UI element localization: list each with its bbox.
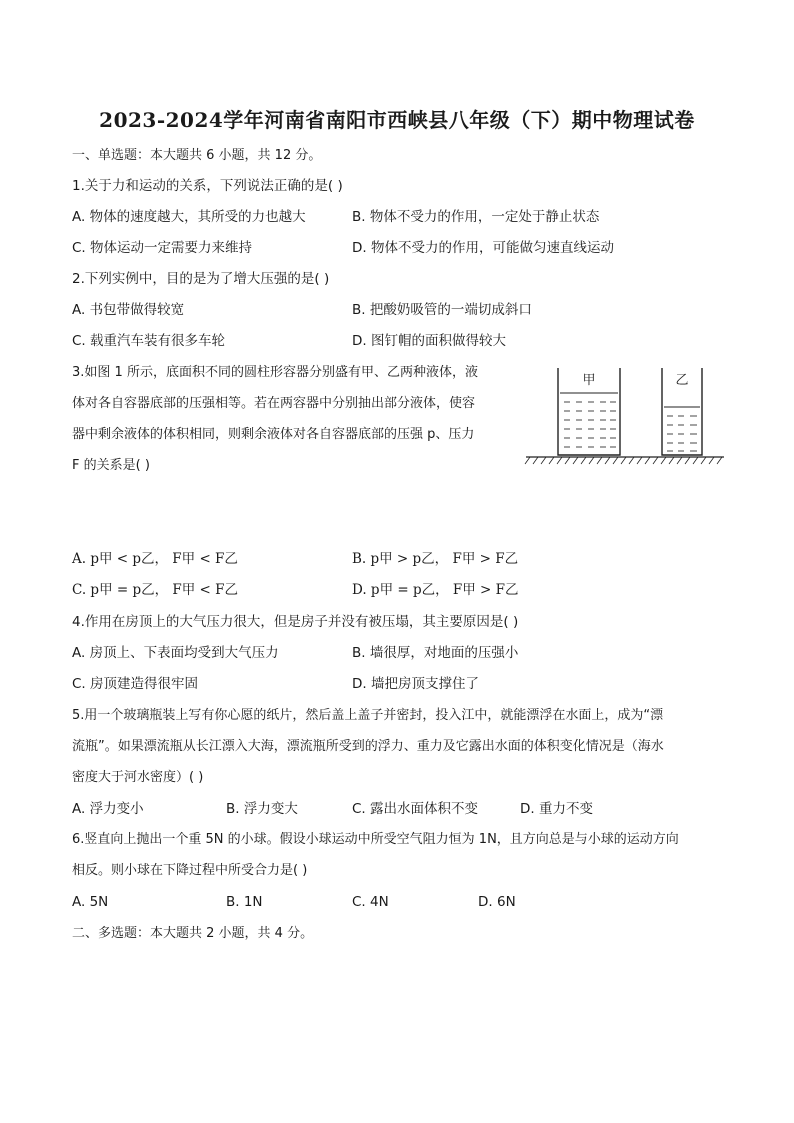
figure-label-jia: 甲: [582, 373, 596, 388]
question-1-option-c: C. 物体运动一定需要力来维持: [72, 240, 253, 256]
question-6-stem-line-1: 6.竖直向上抛出一个重 5N 的小球。假设小球运动中所受空气阻力恒为 1N，且方向总是与小球的运动方向: [72, 832, 679, 847]
question-4-option-d: D. 墙把房顶支撑住了: [352, 676, 479, 692]
question-1-option-a: A. 物体的速度越大，其所受的力也越大: [72, 209, 306, 225]
question-5-option-a: A. 浮力变小: [72, 801, 144, 817]
question-3-stem-line-4: F 的关系是( ): [72, 458, 150, 473]
question-6-stem-line-2: 相反。则小球在下降过程中所受合力是( ): [72, 863, 308, 878]
question-3-stem-line-3: 器中剩余液体的体积相同，则剩余液体对各自容器底部的压强 p、压力: [72, 427, 475, 442]
question-3-stem-line-1: 3.如图 1 所示，底面积不同的圆柱形容器分别盛有甲、乙两种液体，液: [72, 365, 478, 380]
question-3-option-d: D. p甲 = p乙， F甲 > F乙: [352, 582, 519, 598]
question-4-option-a: A. 房顶上、下表面均受到大气压力: [72, 645, 279, 661]
question-5-stem-line-1: 5.用一个玻璃瓶装上写有你心愿的纸片，然后盖上盖子并密封，投入江中，就能漂浮在水面上，成为“漂: [72, 708, 664, 723]
question-3-option-b: B. p甲 > p乙， F甲 > F乙: [352, 551, 519, 567]
question-1-option-b: B. 物体不受力的作用，一定处于静止状态: [352, 209, 600, 225]
page-title: 2023-2024学年河南省南阳市西峡县八年级（下）期中物理试卷: [99, 108, 695, 132]
question-4-stem: 4.作用在房顶上的大气压力很大，但是房子并没有被压塌，其主要原因是( ): [72, 614, 519, 630]
section-heading-multiple-choice: 二、多选题：本大题共 2 小题，共 4 分。: [72, 926, 314, 941]
question-5-stem-line-2: 流瓶”。如果漂流瓶从长江漂入大海，漂流瓶所受到的浮力、重力及它露出水面的体积变化情况是（海水: [72, 739, 664, 754]
figure-1-containers: [520, 360, 730, 470]
section-heading-single-choice: 一、单选题：本大题共 6 小题，共 12 分。: [72, 148, 322, 163]
question-3-option-c: C. p甲 = p乙， F甲 < F乙: [72, 582, 239, 598]
question-5-option-b: B. 浮力变大: [226, 801, 298, 817]
question-2-stem: 2.下列实例中，目的是为了增大压强的是( ): [72, 271, 330, 287]
question-2-option-c: C. 载重汽车装有很多车轮: [72, 333, 226, 349]
question-1-stem: 1.关于力和运动的关系，下列说法正确的是( ): [72, 178, 343, 194]
question-2-option-d: D. 图钉帽的面积做得较大: [352, 333, 506, 349]
question-6-option-a: A. 5N: [72, 894, 109, 910]
question-4-option-c: C. 房顶建造得很牢固: [72, 676, 199, 692]
question-6-option-d: D. 6N: [478, 894, 516, 910]
question-2-option-a: A. 书包带做得较宽: [72, 302, 185, 318]
question-6-option-b: B. 1N: [226, 894, 263, 910]
question-5-stem-line-3: 密度大于河水密度）( ): [72, 770, 204, 785]
figure-label-yi: 乙: [675, 373, 689, 388]
question-4-option-b: B. 墙很厚，对地面的压强小: [352, 645, 519, 661]
question-2-option-b: B. 把酸奶吸管的一端切成斜口: [352, 302, 532, 318]
question-1-option-d: D. 物体不受力的作用，可能做匀速直线运动: [352, 240, 614, 256]
question-3-stem-line-2: 体对各自容器底部的压强相等。若在两容器中分别抽出部分液体，使容: [72, 396, 476, 411]
question-3-option-a: A. p甲 < p乙， F甲 < F乙: [72, 551, 238, 567]
question-5-option-c: C. 露出水面体积不变: [352, 801, 479, 817]
question-5-option-d: D. 重力不变: [520, 801, 593, 817]
question-6-option-c: C. 4N: [352, 894, 389, 910]
